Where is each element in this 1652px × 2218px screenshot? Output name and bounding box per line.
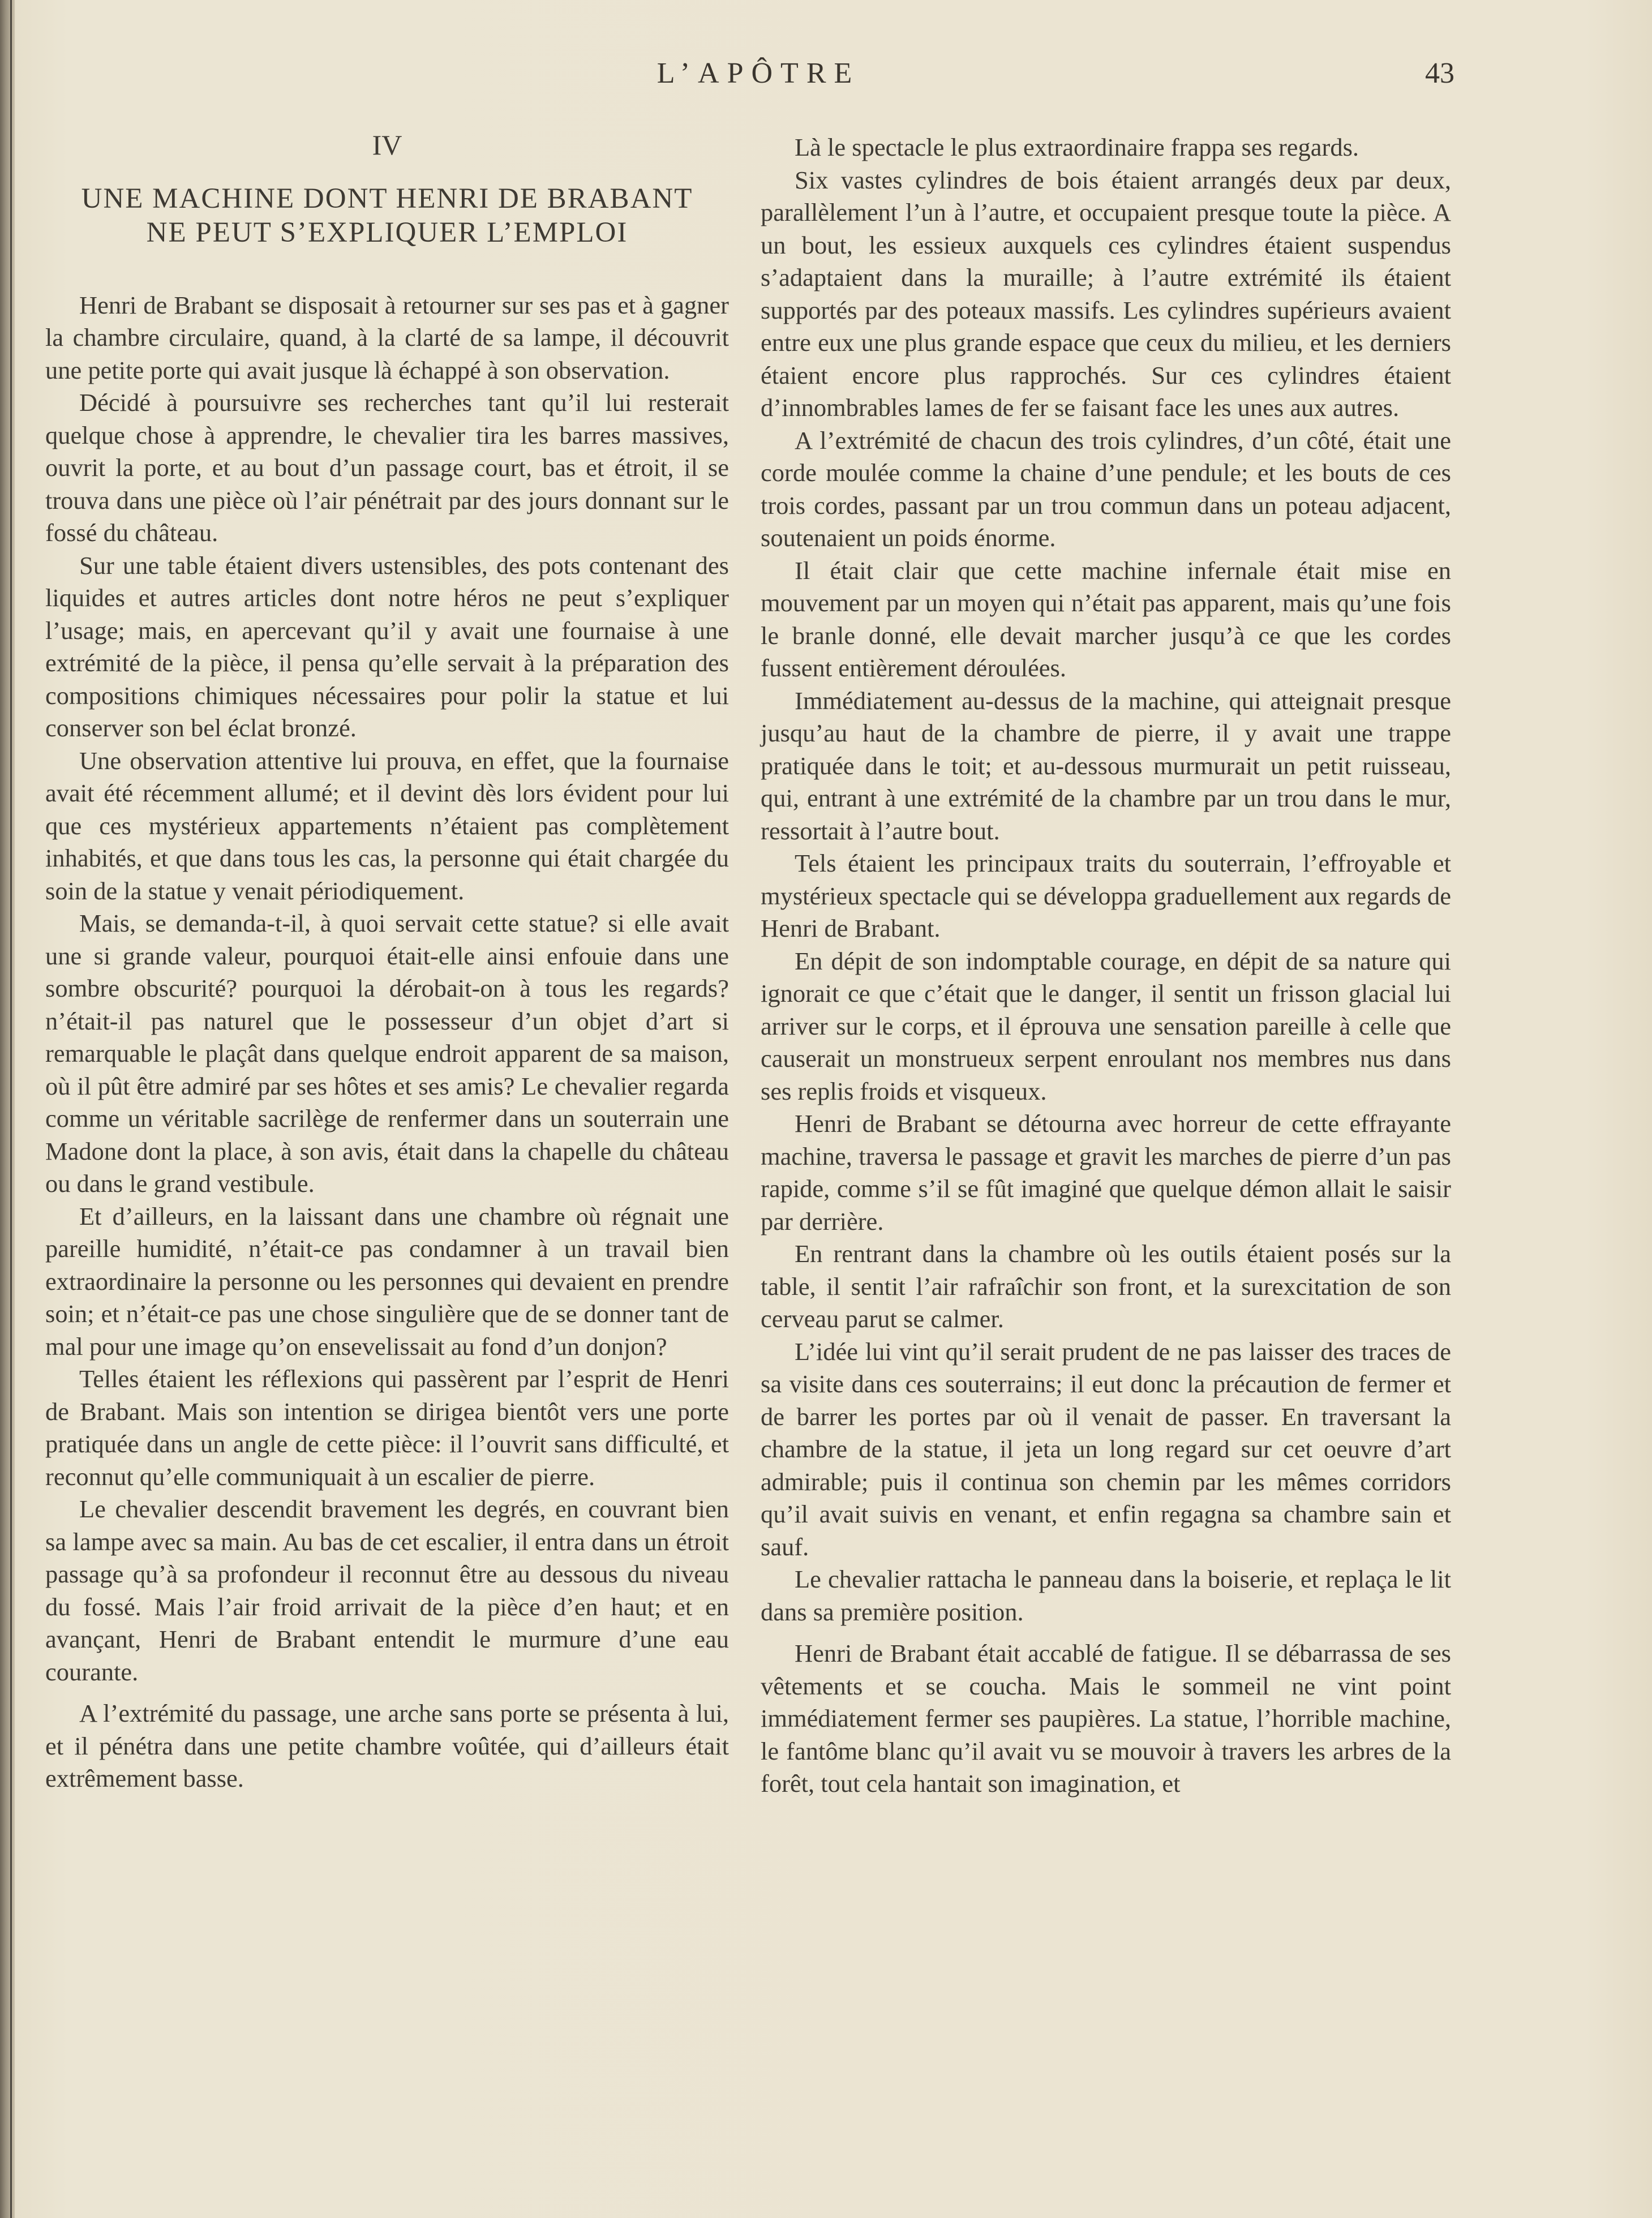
chapter-title-line-1: UNE MACHINE DONT HENRI DE BRABANT <box>81 182 693 214</box>
paragraph: Et d’ailleurs, en la laissant dans une chambre où régnait une pareille humidité, n’était-ce pas condamner à un travail bien extraordinaire la personne ou les personnes qui devaient en prendre soin; et n’était-ce pas une chose singulière que de se donner tant de mal pour une image qu’on ensevelissait au fond d’un donjon? <box>45 1202 729 1361</box>
paragraph: En dépit de son indomptable courage, en dépit de sa nature qui ignorait ce que c’était que le danger, il sentit un frisson glacial lui arriver sur le corps, et il éprouva une sensation pareille à celle que causerait un monstrueux serpent enroulant nos membres nus dans ses replis froids et visqueux. <box>761 946 1451 1105</box>
paragraph: Le chevalier rattacha le panneau dans la boiserie, et replaça le lit dans sa première position. <box>761 1565 1451 1626</box>
paragraph: Il était clair que cette machine infernale était mise en mouvement par un moyen qui n’était pas apparent, mais qu’une fois le branle donné, elle devait marcher jusqu’à ce que les cordes fussent entièrement déroulées. <box>761 556 1451 682</box>
chapter-title-line-2: NE PEUT S’EXPLIQUER L’EMPLOI <box>146 216 628 248</box>
paragraph: L’idée lui vint qu’il serait prudent de ne pas laisser des traces de sa visite dans ces souterrains; il eut donc la précaution de fermer et de barrer les portes par où il venait de passer. En traversant la chambre de la statue, il jeta un long regard sur cet oeuvre d’art admirable; puis il continua son chemin par les mêmes corridors qu’il avait suivis en venant, et enfin regagna sa chambre sain et sauf. <box>761 1337 1451 1561</box>
paragraph: Décidé à poursuivre ses recherches tant qu’il lui resterait quelque chose à apprendre, le chevalier tira les barres massives, ouvrit la porte, et au bout d’un passage court, bas et étroit, il se trouva dans une pièce où l’air pénétrait par des jours donnant sur le fossé du château. <box>45 388 729 547</box>
paragraph: Sur une table étaient divers ustensibles, des pots contenant des liquides et autres articles dont notre héros ne peut s’expliquer l’usage; mais, en apercevant qu’il y avait une fournaise à une extrémité de la pièce, il pensa qu’elle servait à la préparation des compositions chimiques nécessaires pour polir la statue et lui conserver son bel éclat bronzé. <box>45 551 729 742</box>
binding-line <box>10 0 12 2218</box>
right-column <box>761 131 1451 1800</box>
paragraph: Tels étaient les principaux traits du souterrain, l’effroyable et mystérieux spectacle qui se développa graduellement aux regards de Henri de Brabant. <box>761 849 1451 942</box>
paragraph: Henri de Brabant se disposait à retourner sur ses pas et à gagner la chambre circulaire, quand, à la clarté de sa lampe, il découvrit une petite porte qui avait jusque là échappé à son observation. <box>45 290 729 384</box>
page-number: 43 <box>1425 57 1454 89</box>
paragraph: Une observation attentive lui prouva, en effet, que la fournaise avait été récemment allumé; et il devint dès lors évident pour lui que ces mystérieux appartements n’étaient pas complètement inhabités, et que dans tous les cas, la personne qui était chargée du soin de la statue y venait périodiquement. <box>45 746 729 905</box>
paragraph: A l’extrémité du passage, une arche sans porte se présenta à lui, et il pénétra dans une petite chambre voûtée, qui d’ailleurs était extrêmement basse. <box>45 1699 729 1792</box>
paragraph: Six vastes cylindres de bois étaient arrangés deux par deux, parallèlement l’un à l’autre, et occupaient presque toute la pièce. A un bout, les essieux auxquels ces cylindres étaient suspendus s’adaptaient dans la muraille; à l’autre extrémité ils étaient supportés par des poteaux massifs. Les cylindres supérieurs avaient entre eux une plus grande espace que ceux du milieu, et les derniers étaient encore plus rapprochés. Sur ces cylindres étaient d’innombrables lames de fer se faisant face les unes aux autres. <box>761 165 1451 422</box>
paragraph: A l’extrémité de chacun des trois cylindres, d’un côté, était une corde moulée comme la chaine d’une pendule; et les bouts de ces trois cordes, passant par un trou commun dans un poteau adjacent, soutenaient un poids énorme. <box>761 426 1451 552</box>
running-title: L’APÔTRE <box>656 57 860 89</box>
paragraph: Le chevalier descendit bravement les degrés, en couvrant bien sa lampe avec sa main. Au bas de cet escalier, il entra dans un étroit passage qu’à sa profondeur il reconnut être au dessous du niveau du fossé. Mais l’air froid arrivait de la pièce d’en haut; et en avançant, Henri de Brabant entendit le murmure d’une eau courante. <box>45 1495 729 1686</box>
page-header <box>0 57 1652 96</box>
paragraph: Immédiatement au-dessus de la machine, qui atteignait presque jusqu’au haut de la chambre de pierre, il y avait une trappe pratiquée dans le toit; et au-dessous murmurait un petit ruisseau, qui, entrant à une extrémité de la chambre par un trou dans le mur, ressortait à l’autre bout. <box>761 686 1451 845</box>
page-binding-edge <box>0 0 15 2218</box>
paragraph: Là le spectacle le plus extraordinaire frappa ses regards. <box>795 133 1359 161</box>
chapter-number: IV <box>372 129 402 161</box>
paragraph: Henri de Brabant était accablé de fatigue. Il se débarrassa de ses vêtements et se coucha. Mais le sommeil ne vint point immédiatement fermer ses paupières. La statue, l’horrible machine, le fantôme blanc qu’il avait vu se mouvoir à travers les arbres de la forêt, tout cela hantait son imagination, et <box>761 1639 1451 1797</box>
paragraph: Henri de Brabant se détourna avec horreur de cette effrayante machine, traversa le passage et gravit les marches de pierre d’un pas rapide, comme s’il se fût imaginé que quelque démon allait le saisir par derrière. <box>761 1109 1451 1235</box>
paragraph: Telles étaient les réflexions qui passèrent par l’esprit de Henri de Brabant. Mais son intention se dirigea bientôt vers une porte pratiquée dans un angle de cette pièce: il l’ouvrit sans difficulté, et reconnut qu’elle communiquait à un escalier de pierre. <box>45 1365 729 1491</box>
left-column <box>45 129 729 1795</box>
chapter-title <box>45 182 729 250</box>
paragraph: Mais, se demanda-t-il, à quoi servait cette statue? si elle avait une si grande valeur, pourquoi était-elle ainsi enfouie dans une sombre obscurité? pourquoi la dérobait-on à tous les regards? n’était-il pas naturel que le possesseur d’un objet d’art si remarquable le plaçât dans quelque endroit apparent de sa maison, où il pût être admiré par ses hôtes et ses amis? Le chevalier regarda comme un véritable sacrilège de renfermer dans un souterrain une Madone dont la place, à son avis, était dans la chapelle du château ou dans le grand vestibule. <box>45 909 729 1198</box>
paragraph: En rentrant dans la chambre où les outils étaient posés sur la table, il sentit l’air rafraîchir son front, et la surexcitation de son cerveau parut se calmer. <box>761 1239 1451 1333</box>
